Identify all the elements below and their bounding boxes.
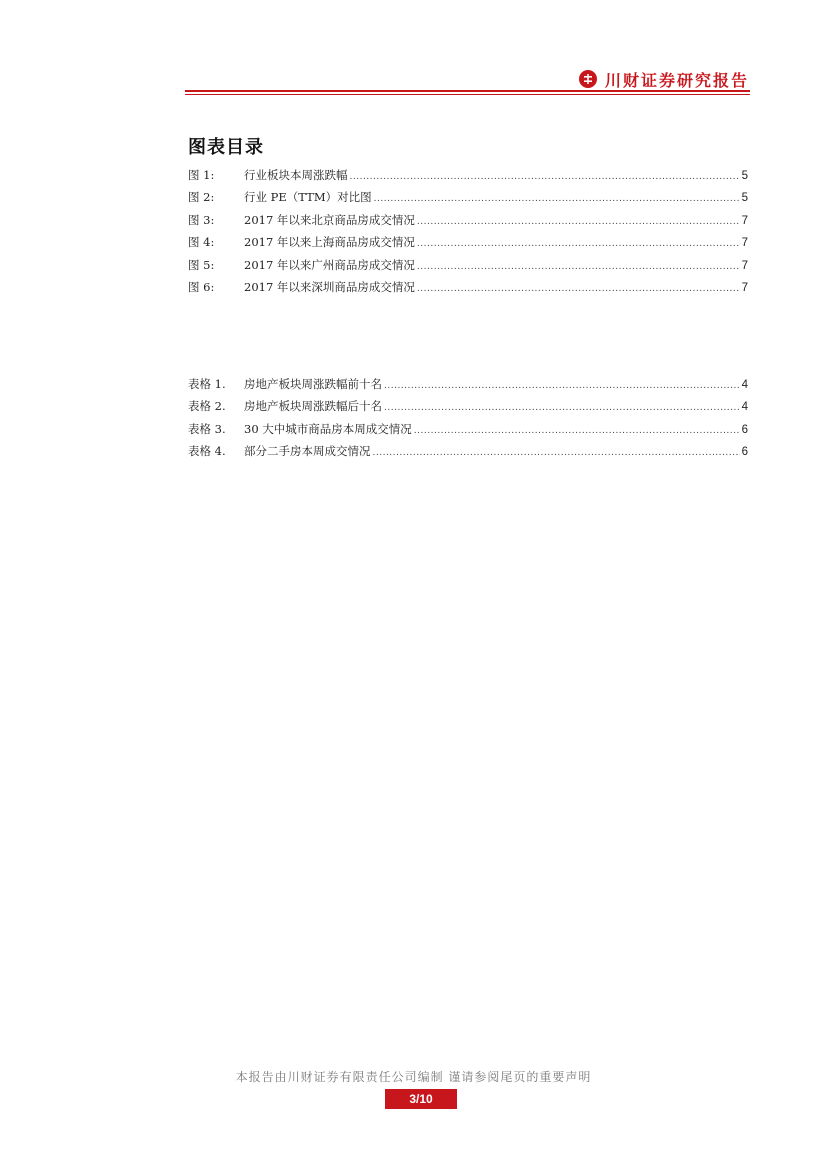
entry-title[interactable]: 房地产板块周涨跌幅前十名: [244, 377, 382, 391]
page-number-badge: 3/10: [385, 1089, 457, 1109]
toc-entry-table-3[interactable]: [188, 418, 748, 440]
chuancai-logo-icon: [579, 70, 597, 88]
toc-entry-table-1[interactable]: [188, 373, 748, 395]
entry-title[interactable]: 30 大中城市商品房本周成交情况: [244, 421, 412, 436]
dot-leader: [374, 188, 740, 210]
header-divider-thin: [185, 94, 750, 95]
entry-title[interactable]: 2017 年以来北京商品房成交情况: [244, 212, 415, 227]
dot-leader: [384, 375, 740, 397]
entry-title[interactable]: 2017 年以来广州商品房成交情况: [244, 257, 415, 272]
entry-label: 表格 3.: [188, 421, 226, 436]
entry-title[interactable]: 部分二手房本周成交情况: [244, 444, 371, 459]
toc-entry-table-2[interactable]: [188, 395, 748, 417]
toc-entry-figure-6[interactable]: [188, 276, 748, 298]
entry-label: 表格 4.: [188, 444, 226, 459]
entry-title[interactable]: 行业 PE（TTM）对比图: [244, 190, 372, 205]
header-divider: [185, 90, 750, 92]
entry-label: 图 1:: [188, 168, 215, 182]
entry-page: 7: [741, 237, 748, 250]
entry-title[interactable]: 行业板块本周涨跌幅: [244, 168, 348, 182]
dot-leader: [373, 442, 740, 464]
toc-entry-figure-4[interactable]: [188, 231, 748, 253]
report-header: [579, 67, 749, 91]
entry-label: 表格 1.: [188, 377, 226, 391]
entry-title[interactable]: 2017 年以来深圳商品房成交情况: [244, 279, 415, 294]
toc-entry-figure-5[interactable]: [188, 254, 748, 276]
dot-leader: [417, 278, 740, 300]
toc-title: 图表目录: [188, 137, 264, 158]
toc-entry-figure-1[interactable]: [188, 164, 748, 186]
entry-label: 图 3:: [188, 212, 215, 227]
dot-leader: [417, 256, 740, 278]
dot-leader: [384, 397, 740, 419]
dot-leader: [350, 166, 740, 188]
entry-page: 4: [741, 379, 748, 391]
entry-title[interactable]: 房地产板块周涨跌幅后十名: [244, 399, 382, 414]
brand-title: 川财证券研究报告: [604, 70, 749, 90]
entry-label: 图 6:: [188, 279, 215, 294]
entry-page: 7: [741, 259, 748, 272]
entry-page: 6: [741, 423, 748, 436]
dot-leader: [417, 233, 740, 255]
entry-label: 图 2:: [188, 190, 215, 205]
dot-leader: [414, 420, 740, 442]
entry-label: 图 4:: [188, 235, 215, 250]
entry-page: 6: [741, 446, 748, 459]
entry-label: 表格 2.: [188, 399, 226, 414]
toc-entry-table-4[interactable]: [188, 440, 748, 462]
toc-entry-figure-2[interactable]: [188, 186, 748, 208]
entry-page: 5: [741, 192, 748, 205]
dot-leader: [417, 211, 740, 233]
entry-page: 7: [741, 281, 748, 294]
entry-title[interactable]: 2017 年以来上海商品房成交情况: [244, 235, 415, 250]
table-list: [188, 373, 748, 463]
entry-page: 4: [741, 401, 748, 414]
toc-entry-figure-3[interactable]: [188, 209, 748, 231]
entry-page: 7: [741, 214, 748, 227]
entry-label: 图 5:: [188, 257, 215, 272]
figure-list: [188, 164, 748, 298]
disclaimer-note: 本报告由川财证券有限责任公司编制 谨请参阅尾页的重要声明: [235, 1070, 592, 1084]
entry-page: 5: [741, 170, 748, 182]
